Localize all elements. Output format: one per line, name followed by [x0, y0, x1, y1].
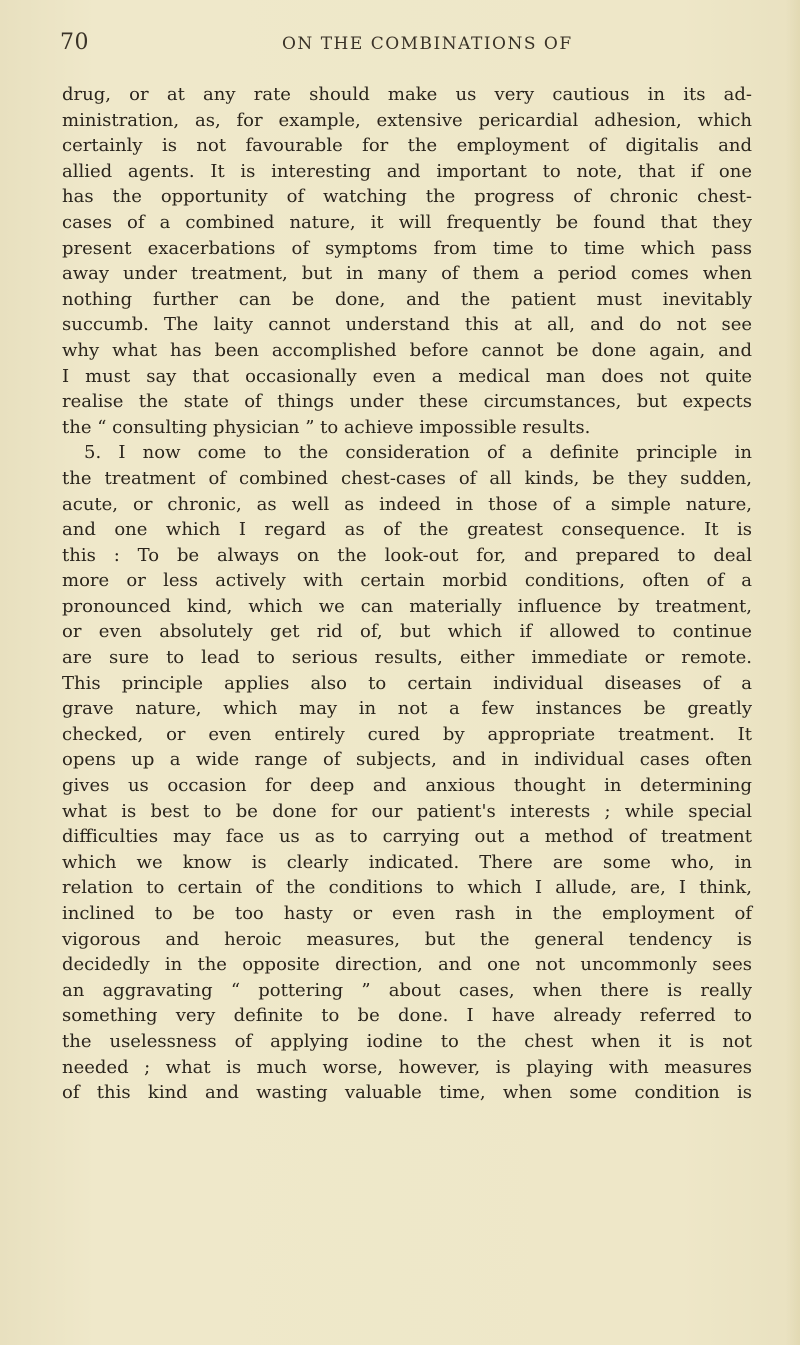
running-head: ON THE COMBINATIONS OF — [282, 34, 573, 54]
page-edge-shadow — [786, 0, 800, 1345]
text-line: allied agents. It is interesting and important to note, that if one — [62, 160, 752, 182]
text-line: has the opportunity of watching the progress of chronic chest- — [62, 186, 752, 208]
text-line: opens up a wide range of subjects, and in individual cases often — [62, 749, 752, 771]
text-line: something very definite to be done. I have already referred to — [62, 1005, 752, 1027]
text-line: away under treatment, but in many of them a period comes when — [62, 263, 752, 285]
text-line: I must say that occasionally even a medical man does not quite — [62, 365, 752, 387]
text-line: grave nature, which may in not a few instances be greatly — [62, 698, 752, 720]
text-line: realise the state of things under these circumstances, but expects — [62, 391, 752, 413]
text-line: relation to certain of the conditions to which I allude, are, I think, — [62, 877, 752, 899]
text-line: certainly is not favourable for the employment of digitalis and — [62, 135, 752, 157]
text-line: checked, or even entirely cured by appropriate treatment. It — [62, 723, 752, 745]
text-line: present exacerbations of symptoms from time to time which pass — [62, 237, 752, 259]
text-line: of this kind and wasting valuable time, when some condition is — [62, 1082, 752, 1104]
text-line: nothing further can be done, and the patient must inevitably — [62, 288, 752, 310]
text-line: are sure to lead to serious results, either immediate or remote. — [62, 647, 752, 669]
text-line: what is best to be done for our patient's interests ; while special — [62, 800, 752, 822]
text-line: inclined to be too hasty or even rash in the employment of — [62, 903, 752, 924]
text-line: This principle applies also to certain individual diseases of a — [62, 672, 752, 694]
text-line: pronounced kind, which we can materially influence by treatment, — [62, 595, 752, 617]
text-line: an aggravating “ pottering ” about cases, when there is really — [62, 979, 752, 1001]
text-line: ministration, as, for example, extensive pericardial adhesion, which — [62, 109, 752, 131]
text-line: or even absolutely get rid of, but which if allowed to continue — [62, 621, 752, 643]
text-line: this : To be always on the look-out for, and prepared to deal — [62, 544, 752, 566]
text-line: vigorous and heroic measures, but the general tendency is — [62, 928, 752, 950]
text-line: the uselessness of applying iodine to the chest when it is not — [62, 1030, 752, 1052]
text-line: gives us occasion for deep and anxious thought in determining — [62, 775, 752, 797]
text-line: the “ consulting physician ” to achieve impossible results. — [62, 416, 591, 438]
text-line: and one which I regard as of the greatest consequence. It is — [62, 519, 752, 541]
text-line: the treatment of combined chest-cases of all kinds, be they sudden, — [62, 467, 752, 489]
text-line: acute, or chronic, as well as indeed in those of a simple nature, — [62, 493, 752, 515]
text-line: succumb. The laity cannot understand this at all, and do not see — [62, 314, 752, 336]
text-line: 5. I now come to the consideration of a definite principle in — [84, 442, 752, 464]
text-line: which we know is clearly indicated. There are some who, in — [62, 851, 752, 873]
text-line: cases of a combined nature, it will frequently be found that they — [62, 211, 752, 233]
text-line: more or less actively with certain morbid conditions, often of a — [62, 570, 752, 592]
body-text — [62, 82, 752, 1106]
page-number: 70 — [60, 30, 89, 55]
text-line: drug, or at any rate should make us very cautious in its ad- — [62, 84, 752, 105]
text-line: needed ; what is much worse, however, is playing with measures — [62, 1056, 752, 1078]
text-line: why what has been accomplished before cannot be done again, and — [62, 339, 752, 361]
text-line: difficulties may face us as to carrying out a method of treatment — [62, 826, 752, 848]
text-line: decidedly in the opposite direction, and one not uncommonly sees — [62, 954, 752, 976]
